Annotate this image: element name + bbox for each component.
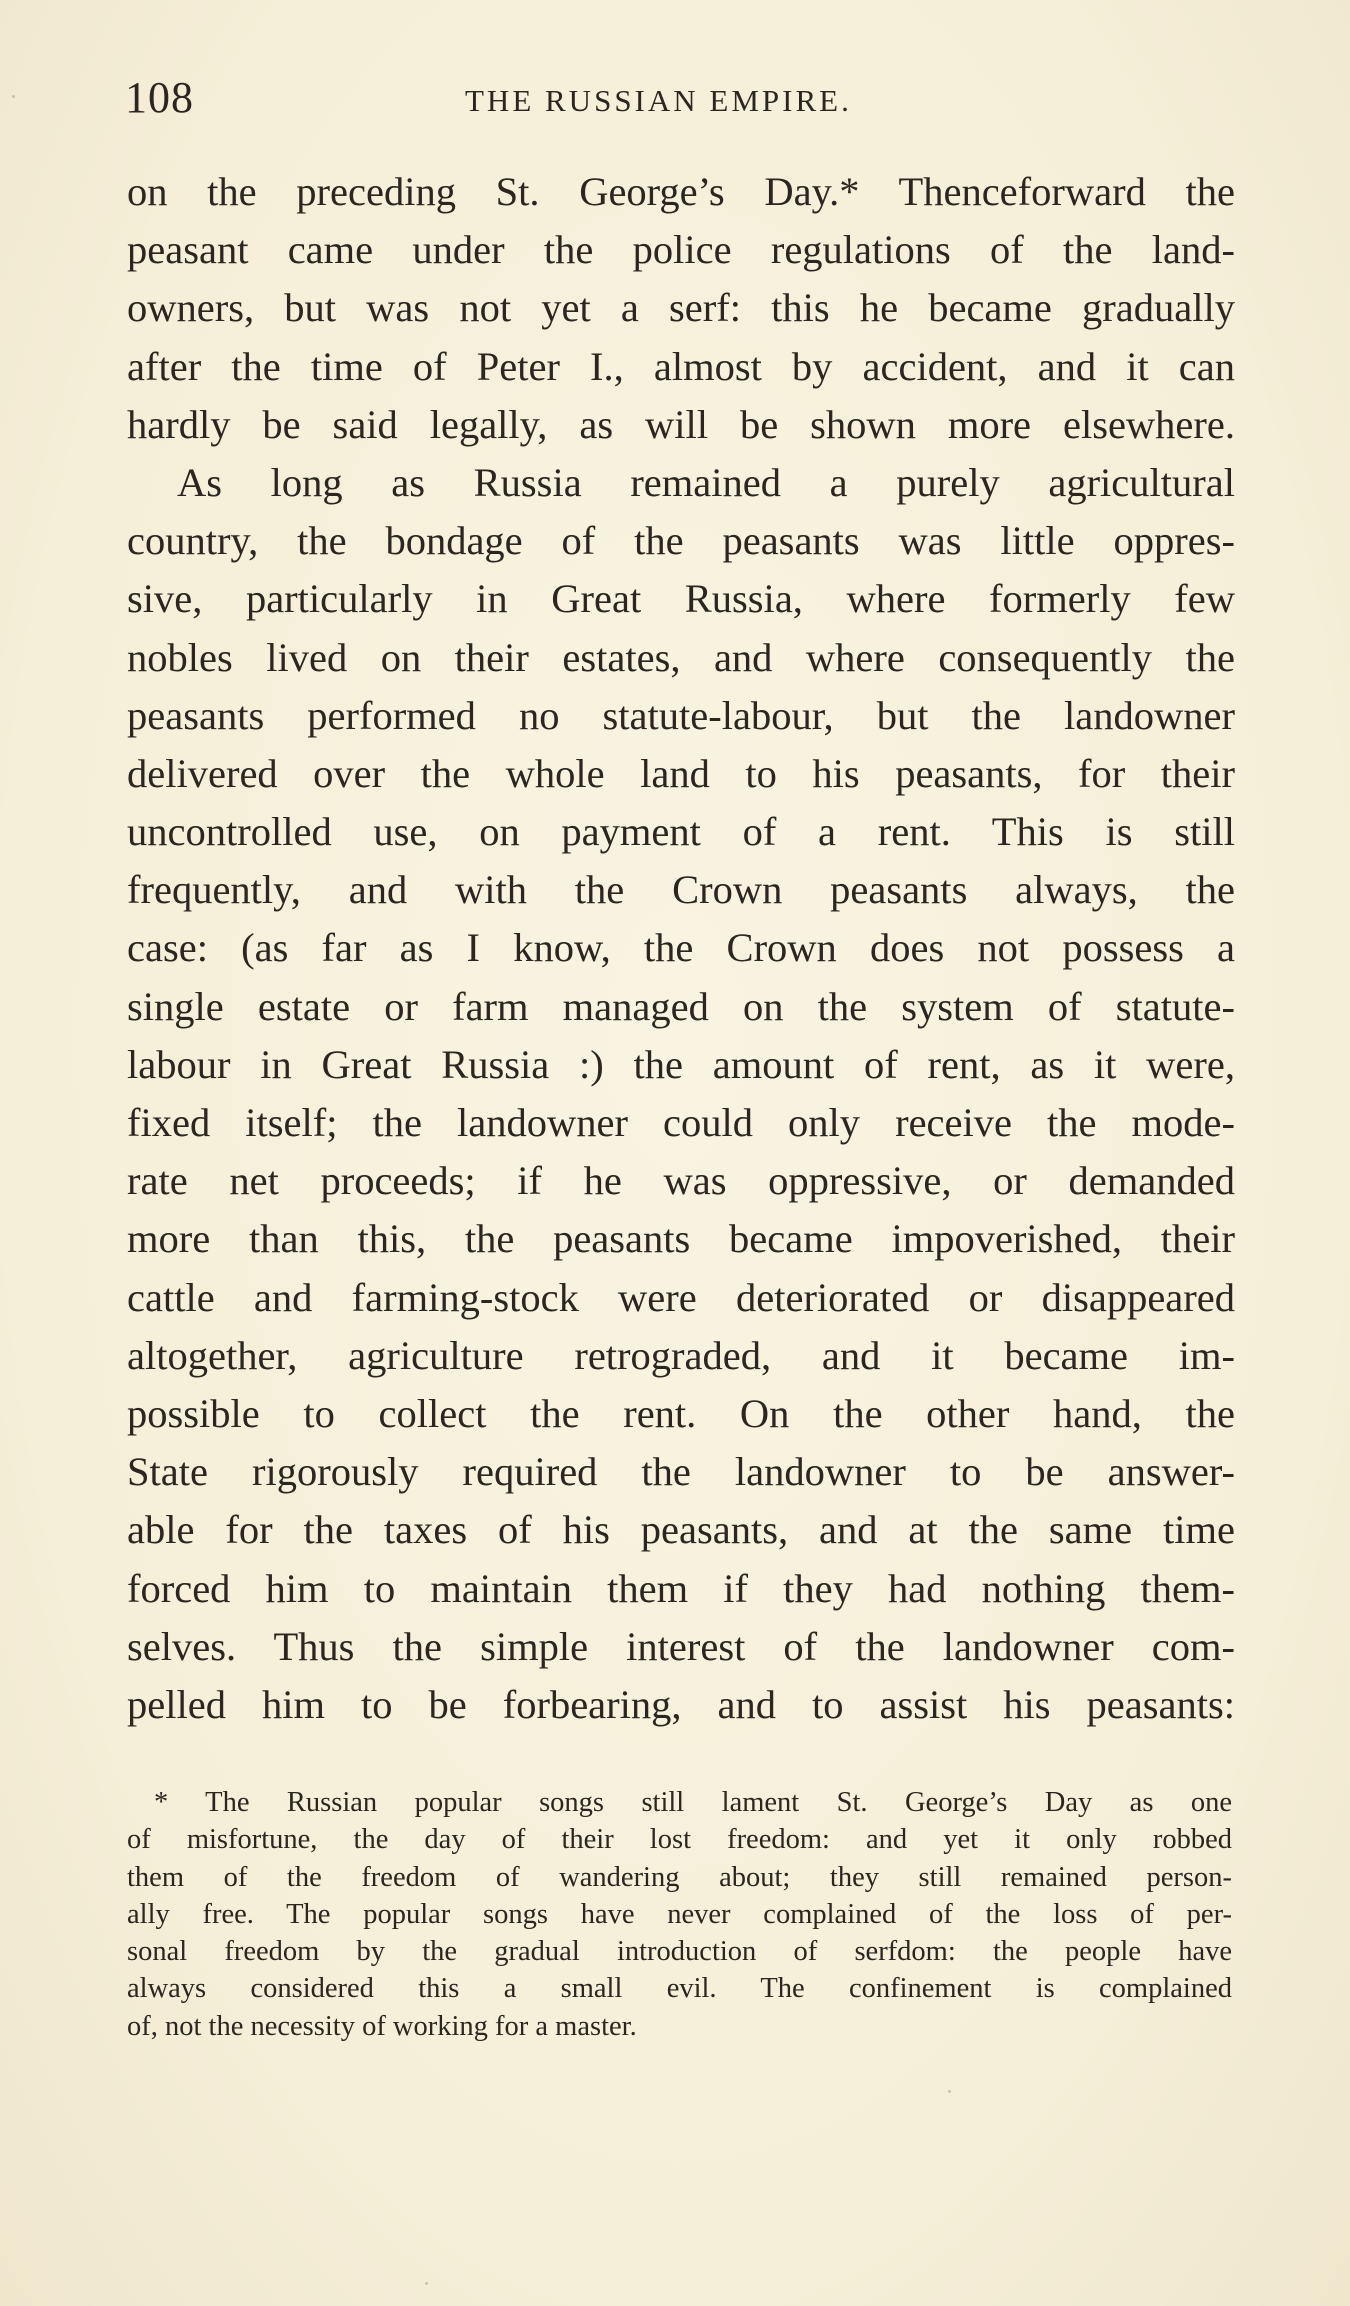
text-line: able for the taxes of his peasants, and at the same time [127, 1507, 1235, 1553]
text-line: peasants performed no statute-labour, but the landowner [127, 692, 1235, 738]
body-text [127, 163, 1235, 1734]
text-line: labour in Great Russia :) the amount of rent, as it were, [127, 1041, 1235, 1087]
text-line: forced him to maintain them if they had nothing them- [127, 1565, 1235, 1611]
text-line: owners, but was not yet a serf: this he became gradually [127, 285, 1235, 331]
footnote-line: always considered this a small evil. The confinement is complained [127, 1973, 1232, 2005]
text-line: sive, particularly in Great Russia, where formerly few [127, 576, 1235, 622]
page-number: 108 [125, 73, 194, 122]
footnote-line: * The Russian popular songs still lament St. George’s Day as one [154, 1787, 1232, 1818]
footnote-line: ally free. The popular songs have never complained of the loss of per- [127, 1898, 1232, 1930]
paper-speck [948, 2090, 951, 2093]
text-line: single estate or farm managed on the system of statute- [127, 983, 1235, 1029]
text-line: on the preceding St. George’s Day.* Thenceforward the [127, 169, 1235, 214]
text-line: after the time of Peter I., almost by accident, and it can [127, 343, 1235, 389]
text-line: selves. Thus the simple interest of the landowner com- [127, 1623, 1235, 1669]
text-line: frequently, and with the Crown peasants always, the [127, 867, 1235, 913]
footnote-line: them of the freedom of wandering about; they still remained person- [127, 1861, 1232, 1893]
text-line: cattle and farming-stock were deteriorated or disappeared [127, 1274, 1235, 1320]
paper-speck [12, 95, 15, 98]
text-line: altogether, agriculture retrograded, and it became im- [127, 1332, 1235, 1378]
text-line: fixed itself; the landowner could only receive the mode- [127, 1100, 1235, 1145]
text-line: pelled him to be forbearing, and to assist his peasants: [127, 1681, 1235, 1727]
text-line: State rigorously required the landowner to be answer- [127, 1449, 1235, 1495]
text-line: hardly be said legally, as will be shown more elsewhere. [127, 401, 1235, 447]
footnote [127, 1784, 1232, 2045]
text-line: more than this, the peasants became impoverished, their [127, 1216, 1235, 1262]
text-line: case: (as far as I know, the Crown does not possess a [127, 925, 1235, 971]
text-line: country, the bondage of the peasants was little oppres- [127, 518, 1235, 564]
footnote-line: sonal freedom by the gradual introduction of serfdom: the people have [127, 1936, 1232, 1968]
text-line: uncontrolled use, on payment of a rent. This is still [127, 809, 1235, 855]
footnote-line: of misfortune, the day of their lost freedom: and yet it only robbed [127, 1824, 1232, 1856]
text-line: nobles lived on their estates, and where consequently the [127, 634, 1235, 680]
text-line: possible to collect the rent. On the other hand, the [127, 1390, 1235, 1436]
running-head [125, 68, 1233, 128]
text-line: rate net proceeds; if he was oppressive, or demanded [127, 1158, 1235, 1204]
text-line: peasant came under the police regulations of the land- [127, 227, 1235, 273]
text-line: delivered over the whole land to his peasants, for their [127, 750, 1235, 796]
paragraph-start-line: As long as Russia remained a purely agricultural [177, 459, 1235, 505]
footnote-line: of, not the necessity of working for a master. [127, 2010, 637, 2042]
running-title: THE RUSSIAN EMPIRE. [465, 83, 852, 118]
paper-speck [425, 2282, 428, 2285]
